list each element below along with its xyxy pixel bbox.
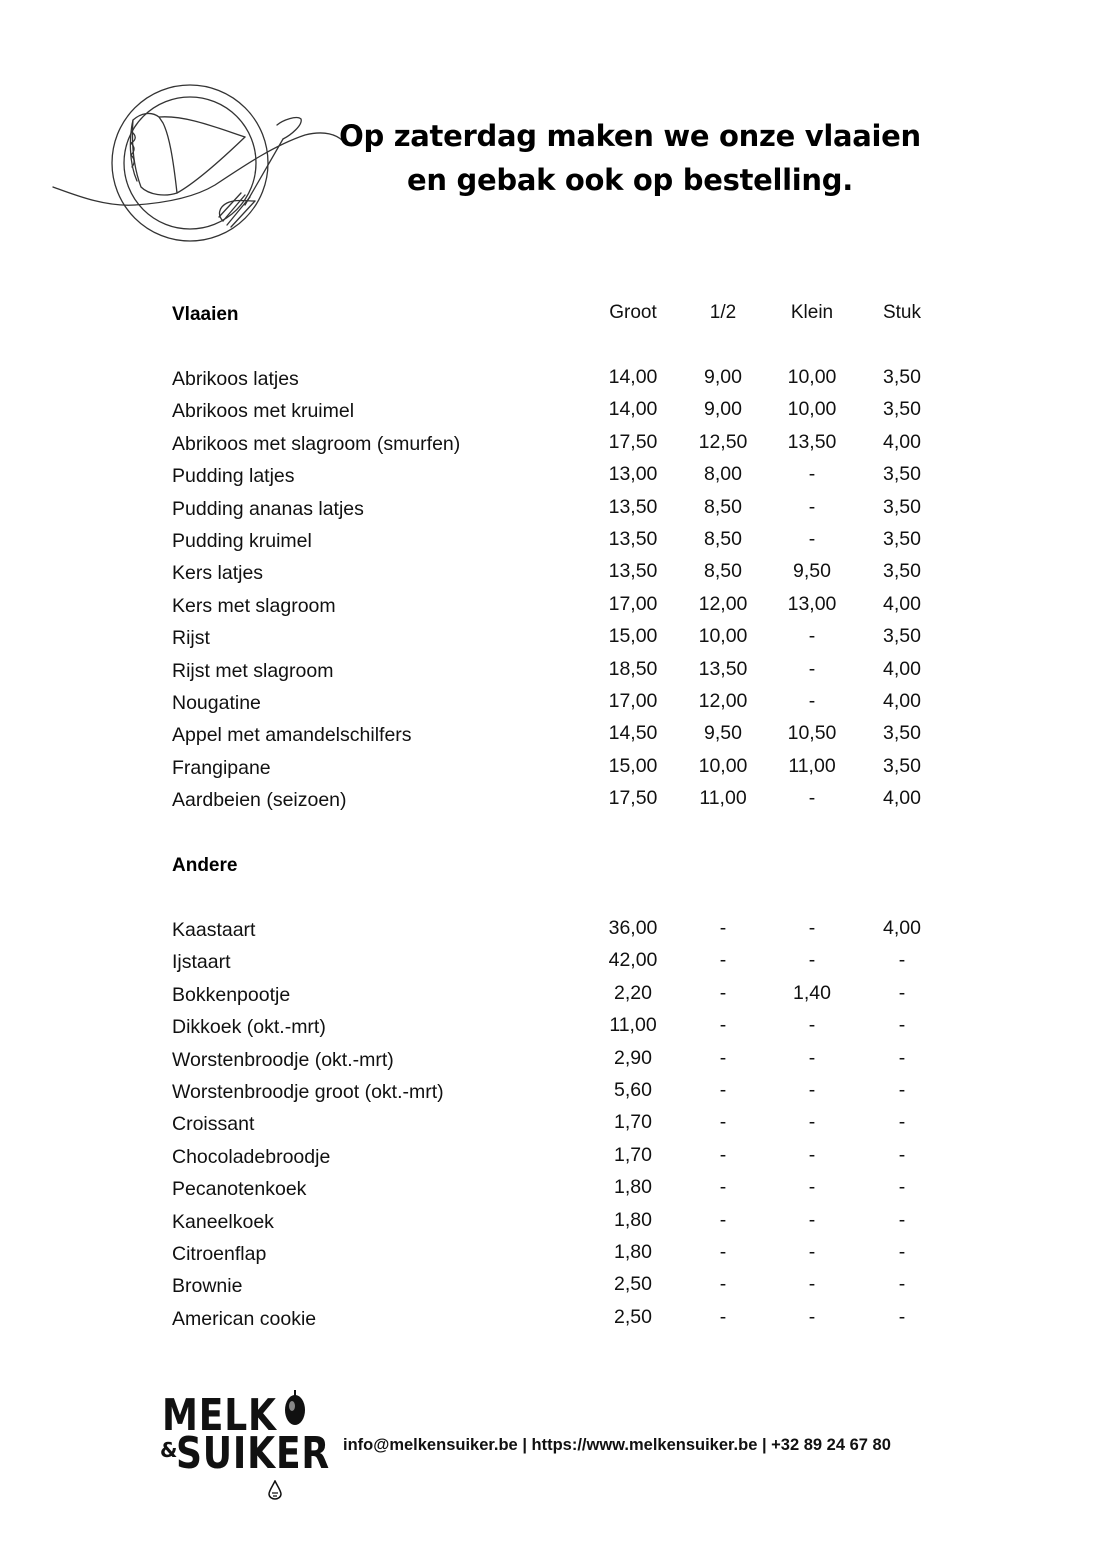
price-stuk: 4,00 — [883, 592, 921, 615]
price-stuk: - — [898, 1143, 906, 1166]
table-row — [172, 1243, 932, 1275]
item-name: Ijstaart — [172, 951, 231, 974]
price-stuk: 4,00 — [883, 690, 921, 712]
price-klein: 13,50 — [787, 430, 837, 453]
price-half: 12,00 — [698, 690, 748, 712]
table-row — [172, 1305, 932, 1340]
logo-line-1: MELK — [162, 1390, 277, 1441]
price-groot: 14,00 — [608, 398, 658, 421]
price-stuk: - — [898, 1046, 906, 1069]
price-stuk: - — [898, 1241, 906, 1263]
price-groot: 13,50 — [608, 560, 658, 583]
price-klein: - — [808, 1305, 816, 1328]
price-stuk: 3,50 — [883, 754, 921, 777]
price-half: 12,00 — [698, 592, 748, 615]
price-half: - — [719, 1046, 727, 1069]
price-klein: 13,00 — [787, 592, 837, 615]
item-name: Chocoladebroodje — [172, 1145, 331, 1168]
column-header-groot: Groot — [609, 302, 657, 323]
column-header-stuk: Stuk — [882, 302, 922, 323]
price-klein: - — [808, 949, 816, 972]
price-groot: 2,20 — [614, 981, 652, 1004]
item-name: American cookie — [172, 1307, 317, 1330]
table-row — [172, 1178, 932, 1210]
price-groot: 36,00 — [608, 917, 658, 939]
table-row — [172, 1275, 932, 1307]
price-half: 9,50 — [704, 722, 742, 745]
price-half: 8,00 — [704, 463, 742, 486]
price-half: 13,50 — [698, 657, 748, 680]
price-groot: 1,80 — [614, 1241, 652, 1263]
column-header-klein: Klein — [790, 302, 834, 323]
price-stuk: 3,50 — [883, 366, 921, 388]
price-stuk: 3,50 — [883, 495, 921, 518]
price-half: - — [719, 1143, 727, 1166]
column-header-half: 1/2 — [709, 302, 737, 323]
price-stuk: 4,00 — [883, 917, 921, 939]
price-klein: 1,40 — [793, 981, 831, 1004]
price-half: 11,00 — [699, 787, 747, 810]
item-name: Brownie — [172, 1275, 243, 1298]
item-name: Worstenbroodje (okt.-mrt) — [172, 1048, 394, 1071]
price-half: - — [719, 1305, 727, 1328]
price-stuk: - — [898, 1176, 906, 1199]
price-half: 8,50 — [704, 560, 742, 583]
price-stuk: 3,50 — [883, 463, 921, 486]
price-klein: - — [808, 1079, 816, 1101]
price-klein: - — [808, 690, 816, 712]
item-name: Pecanotenkoek — [172, 1178, 307, 1201]
price-klein: - — [808, 528, 816, 550]
price-half: - — [719, 1273, 727, 1296]
table-row — [172, 692, 932, 724]
price-half: - — [719, 1014, 727, 1037]
item-name: Pudding ananas latjes — [172, 497, 364, 520]
price-klein: - — [808, 1273, 816, 1296]
price-half: - — [719, 1111, 727, 1134]
price-klein: 10,00 — [787, 366, 837, 388]
item-name: Worstenbroodje groot (okt.-mrt) — [172, 1081, 444, 1103]
price-klein: - — [808, 495, 816, 518]
table-row — [172, 1208, 932, 1243]
price-klein: - — [808, 787, 816, 810]
table-row — [172, 981, 932, 1016]
price-stuk: - — [898, 1305, 906, 1328]
table-row — [172, 400, 932, 432]
price-stuk: - — [898, 1111, 906, 1134]
price-stuk: - — [898, 981, 906, 1004]
price-half: 10,00 — [698, 754, 748, 777]
item-name: Rijst — [172, 627, 210, 650]
item-name: Abrikoos latjes — [172, 368, 299, 390]
price-groot: 5,60 — [614, 1079, 652, 1101]
price-groot: 2,90 — [614, 1046, 652, 1069]
table-row — [172, 1143, 932, 1178]
item-name: Citroenflap — [172, 1243, 267, 1265]
table-row — [172, 627, 932, 659]
table-row — [172, 430, 932, 465]
price-stuk: - — [898, 1273, 906, 1296]
price-half: - — [719, 981, 727, 1004]
cake-plate-illustration — [45, 75, 345, 250]
item-name: Croissant — [172, 1113, 255, 1136]
price-half: 12,50 — [698, 430, 748, 453]
price-stuk: 4,00 — [883, 430, 921, 453]
section-title-vlaaien: Vlaaien — [172, 304, 239, 325]
drop-icon — [268, 1480, 282, 1500]
price-klein: - — [808, 1176, 816, 1199]
price-groot: 14,50 — [608, 722, 658, 745]
price-klein: - — [808, 917, 816, 939]
price-half: 8,50 — [704, 495, 742, 518]
table-row — [172, 951, 932, 983]
price-groot: 17,00 — [608, 690, 658, 712]
melk-en-suiker-logo — [160, 1388, 331, 1508]
price-klein: - — [808, 625, 816, 648]
item-name: Rijst met slagroom — [172, 659, 334, 682]
price-klein: 9,50 — [793, 560, 831, 583]
price-groot: 2,50 — [614, 1273, 652, 1296]
item-name: Appel met amandelschilfers — [172, 724, 412, 747]
headline — [330, 114, 930, 202]
price-half: - — [719, 917, 727, 939]
table-row — [172, 530, 932, 562]
item-name: Pudding latjes — [172, 465, 295, 488]
price-half: - — [719, 1241, 727, 1263]
price-klein: - — [808, 1208, 816, 1231]
logo-ampersand: & — [160, 1438, 178, 1462]
price-stuk: 4,00 — [883, 657, 921, 680]
price-half: 8,50 — [704, 528, 742, 550]
headline-line-2: en gebak ook op bestelling. — [407, 163, 853, 197]
logo-line-2: SUIKER — [176, 1428, 331, 1479]
price-klein: - — [808, 1014, 816, 1037]
item-name: Abrikoos met kruimel — [172, 400, 355, 423]
price-groot: 15,00 — [608, 754, 658, 777]
item-name: Abrikoos met slagroom (smurfen) — [172, 432, 461, 455]
price-stuk: - — [898, 1079, 906, 1101]
price-half: - — [719, 1176, 727, 1199]
price-stuk: 3,50 — [883, 528, 921, 550]
price-groot: 17,00 — [608, 592, 658, 615]
item-name: Kaastaart — [172, 919, 256, 941]
price-klein: - — [808, 657, 816, 680]
table-row — [172, 657, 932, 692]
price-groot: 1,70 — [614, 1111, 652, 1134]
price-half: 10,00 — [698, 625, 748, 648]
footer-contact: info@melkensuiker.be | https://www.melkensuiker.be | +32 89 24 67 80 — [343, 1436, 891, 1454]
price-klein: 10,00 — [787, 398, 837, 421]
price-klein: - — [808, 1046, 816, 1069]
item-name: Kers met slagroom — [172, 594, 336, 617]
price-klein: - — [808, 463, 816, 486]
price-groot: 2,50 — [614, 1305, 652, 1328]
sugar-spoon-icon — [282, 1390, 308, 1438]
price-groot: 13,50 — [608, 495, 658, 518]
price-klein: 11,00 — [788, 754, 836, 777]
table-row — [172, 592, 932, 627]
price-groot: 18,50 — [608, 657, 658, 680]
table-row — [172, 1081, 932, 1113]
item-name: Nougatine — [172, 692, 261, 714]
price-groot: 13,50 — [608, 528, 658, 550]
price-groot: 1,70 — [614, 1143, 652, 1166]
headline-line-1: Op zaterdag maken we onze vlaaien — [339, 119, 921, 153]
table-row — [172, 1016, 932, 1048]
price-stuk: - — [898, 1014, 906, 1037]
item-name: Kaneelkoek — [172, 1210, 274, 1233]
price-stuk: - — [898, 949, 906, 972]
price-groot: 17,50 — [608, 787, 658, 810]
price-stuk: 3,50 — [883, 625, 921, 648]
table-row — [172, 495, 932, 530]
price-klein: - — [808, 1143, 816, 1166]
item-name: Aardbeien (seizoen) — [172, 789, 347, 812]
price-groot: 13,00 — [608, 463, 658, 486]
item-name: Frangipane — [172, 756, 271, 779]
price-groot: 14,00 — [608, 366, 658, 388]
item-name: Pudding kruimel — [172, 530, 312, 552]
price-groot: 15,00 — [608, 625, 658, 648]
table-row — [172, 368, 932, 400]
table-row — [172, 789, 932, 821]
table-row — [172, 562, 932, 594]
table-row — [172, 919, 932, 951]
item-name: Bokkenpootje — [172, 983, 291, 1006]
price-klein: - — [808, 1241, 816, 1263]
section-title-andere: Andere — [172, 855, 238, 876]
item-name: Kers latjes — [172, 562, 264, 585]
table-row — [172, 724, 932, 756]
table-row — [172, 754, 932, 789]
price-groot: 1,80 — [614, 1176, 652, 1199]
price-groot: 1,80 — [614, 1208, 652, 1231]
price-stuk: 3,50 — [883, 560, 921, 583]
item-name: Dikkoek (okt.-mrt) — [172, 1016, 326, 1039]
price-stuk: 4,00 — [883, 787, 921, 810]
price-half: 9,00 — [704, 398, 742, 421]
price-half: 9,00 — [704, 366, 742, 388]
price-stuk: 3,50 — [883, 722, 921, 745]
price-stuk: - — [898, 1208, 906, 1231]
price-half: - — [719, 1079, 727, 1101]
table-row — [172, 1113, 932, 1145]
price-groot: 42,00 — [608, 949, 658, 972]
price-groot: 11,00 — [609, 1014, 657, 1037]
price-half: - — [719, 1208, 727, 1231]
price-stuk: 3,50 — [883, 398, 921, 421]
table-row — [172, 465, 932, 497]
price-groot: 17,50 — [608, 430, 658, 453]
price-klein: 10,50 — [787, 722, 837, 745]
table-row — [172, 1046, 932, 1081]
price-klein: - — [808, 1111, 816, 1134]
price-half: - — [719, 949, 727, 972]
